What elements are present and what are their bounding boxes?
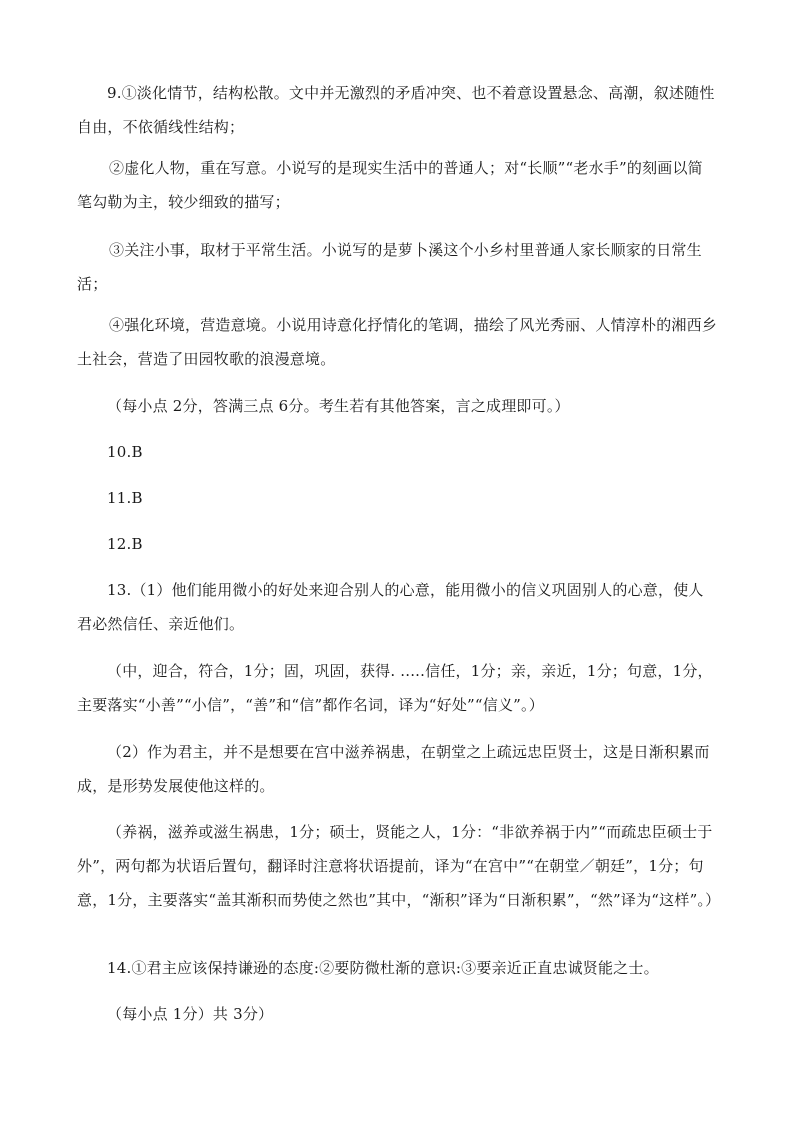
- q9-answer-point-3: ③关注小事，取材于平常生活。小说写的是萝卜溪这个小乡村里普通人家长顺家的日常生活；: [77, 241, 702, 293]
- q13-scoring-note-2: （养祸，滋养或滋生祸患，1分；硕士，贤能之人，1分：“非欲养祸于内”“而疏忠臣硕士于外”，两句都为状语后置句，翻译时注意将状语提前，译为“在宫中”“在朝堂／朝廷”，1分；句意，1分，主要落实“盖其渐积而势使之然也”其中，“渐积”译为“日渐积累”，“然”译为“这样”。）: [77, 823, 721, 909]
- q9-answer-point-4: ④强化环境，营造意境。小说用诗意化抒情化的笔调，描绘了风光秀丽、人情淳朴的湘西乡土社会，营造了田园牧歌的浪漫意境。: [77, 316, 718, 368]
- q13-translation-1: 13.（1）他们能用微小的好处来迎合别人的心意，能用微小的信义巩固别人的心意，使人君必然信任、亲近他们。: [77, 581, 704, 633]
- q14-scoring-note: （每小点 1分）共 3分）: [107, 1005, 274, 1023]
- q9-scoring-note: （每小点 2分，答满三点 6分。考生若有其他答案，言之成理即可。）: [107, 397, 570, 415]
- q11-answer: 11.B: [107, 489, 143, 507]
- q9-answer-point-1: 9.①淡化情节，结构松散。文中并无激烈的矛盾冲突、也不着意设置悬念、高潮，叙述随性自由，不依循线性结构；: [77, 84, 715, 136]
- q13-translation-2: （2）作为君主，并不是想要在宫中滋养祸患，在朝堂之上疏远忠臣贤士，这是日渐积累而成，是形势发展使他这样的。: [77, 743, 710, 795]
- q10-answer: 10.B: [107, 443, 143, 461]
- q9-answer-point-2: ②虚化人物，重在写意。小说写的是现实生活中的普通人；对“长顺”“老水手”的刻画以简笔勾勒为主，较少细致的描写；: [77, 159, 703, 211]
- q14-answer: 14.①君主应该保持谦逊的态度:②要防微杜渐的意识:③要亲近正直忠诚贤能之士。: [107, 959, 659, 977]
- q13-scoring-note-1: （中，迎合，符合，1分；固，巩固，获得. .....信任，1分；亲，亲近，1分；句意，1分，主要落实“小善”“小信”，“善”和“信”都作名词，译为“好处”“信义”。）: [77, 662, 713, 714]
- q12-answer: 12.B: [107, 535, 143, 553]
